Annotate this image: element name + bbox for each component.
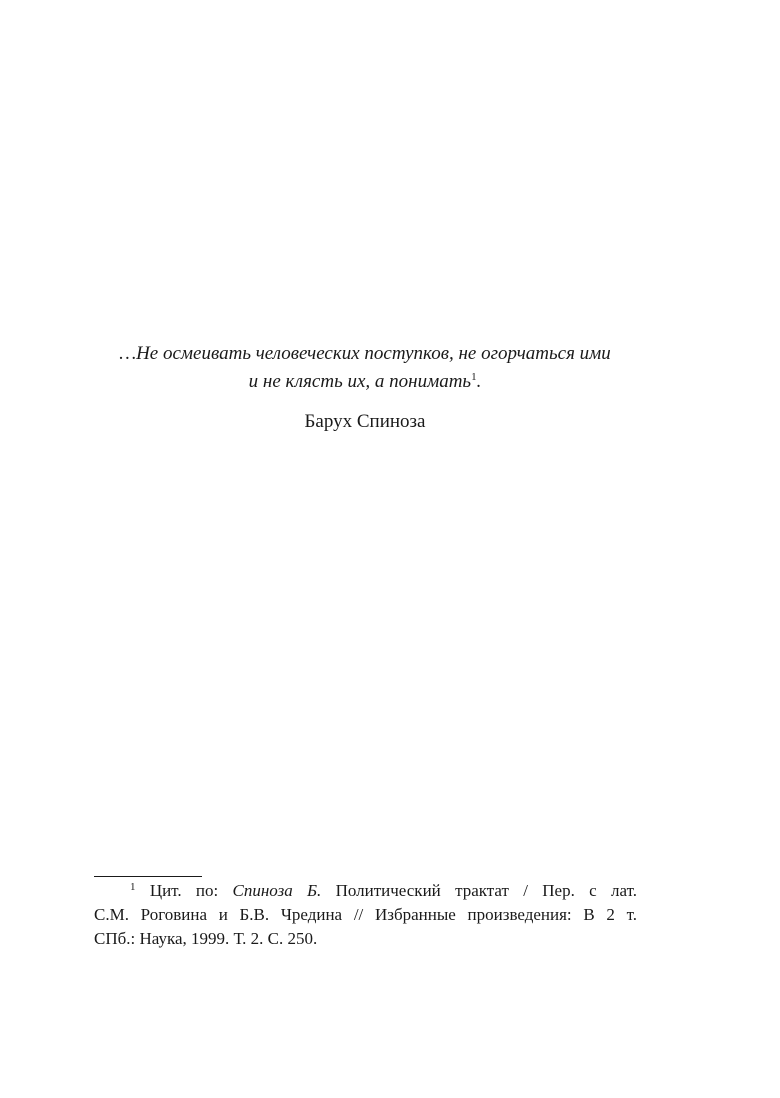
footnote-line-2: С.М. Роговина и Б.В. Чредина // Избранные произведения: В 2 т. (94, 905, 637, 924)
epigraph (0, 340, 730, 436)
footnote-line-3: СПб.: Наука, 1999. Т. 2. С. 250. (94, 929, 318, 948)
footnote-prefix: Цит. по: (149, 881, 233, 900)
quote-line-2: и не клясть их, а понимать (248, 371, 472, 392)
footnote-line-1-rest: Политический трактат / Пер. с лат. (321, 881, 637, 900)
footnote-separator (94, 876, 202, 877)
footnote-line-1 (94, 879, 637, 903)
quote-line-1: …Не осмеивать человеческих поступков, не огорчаться ими (119, 343, 611, 364)
footnote (94, 879, 637, 951)
footnote-reference[interactable]: 1 (471, 371, 477, 383)
epigraph-quote (0, 340, 730, 396)
quote-end-punctuation: . (476, 371, 482, 392)
footnote-cited-author: Спиноза Б. (232, 881, 322, 900)
epigraph-author: Барух Спиноза (304, 411, 426, 432)
footnote-marker: 1 (130, 881, 136, 893)
